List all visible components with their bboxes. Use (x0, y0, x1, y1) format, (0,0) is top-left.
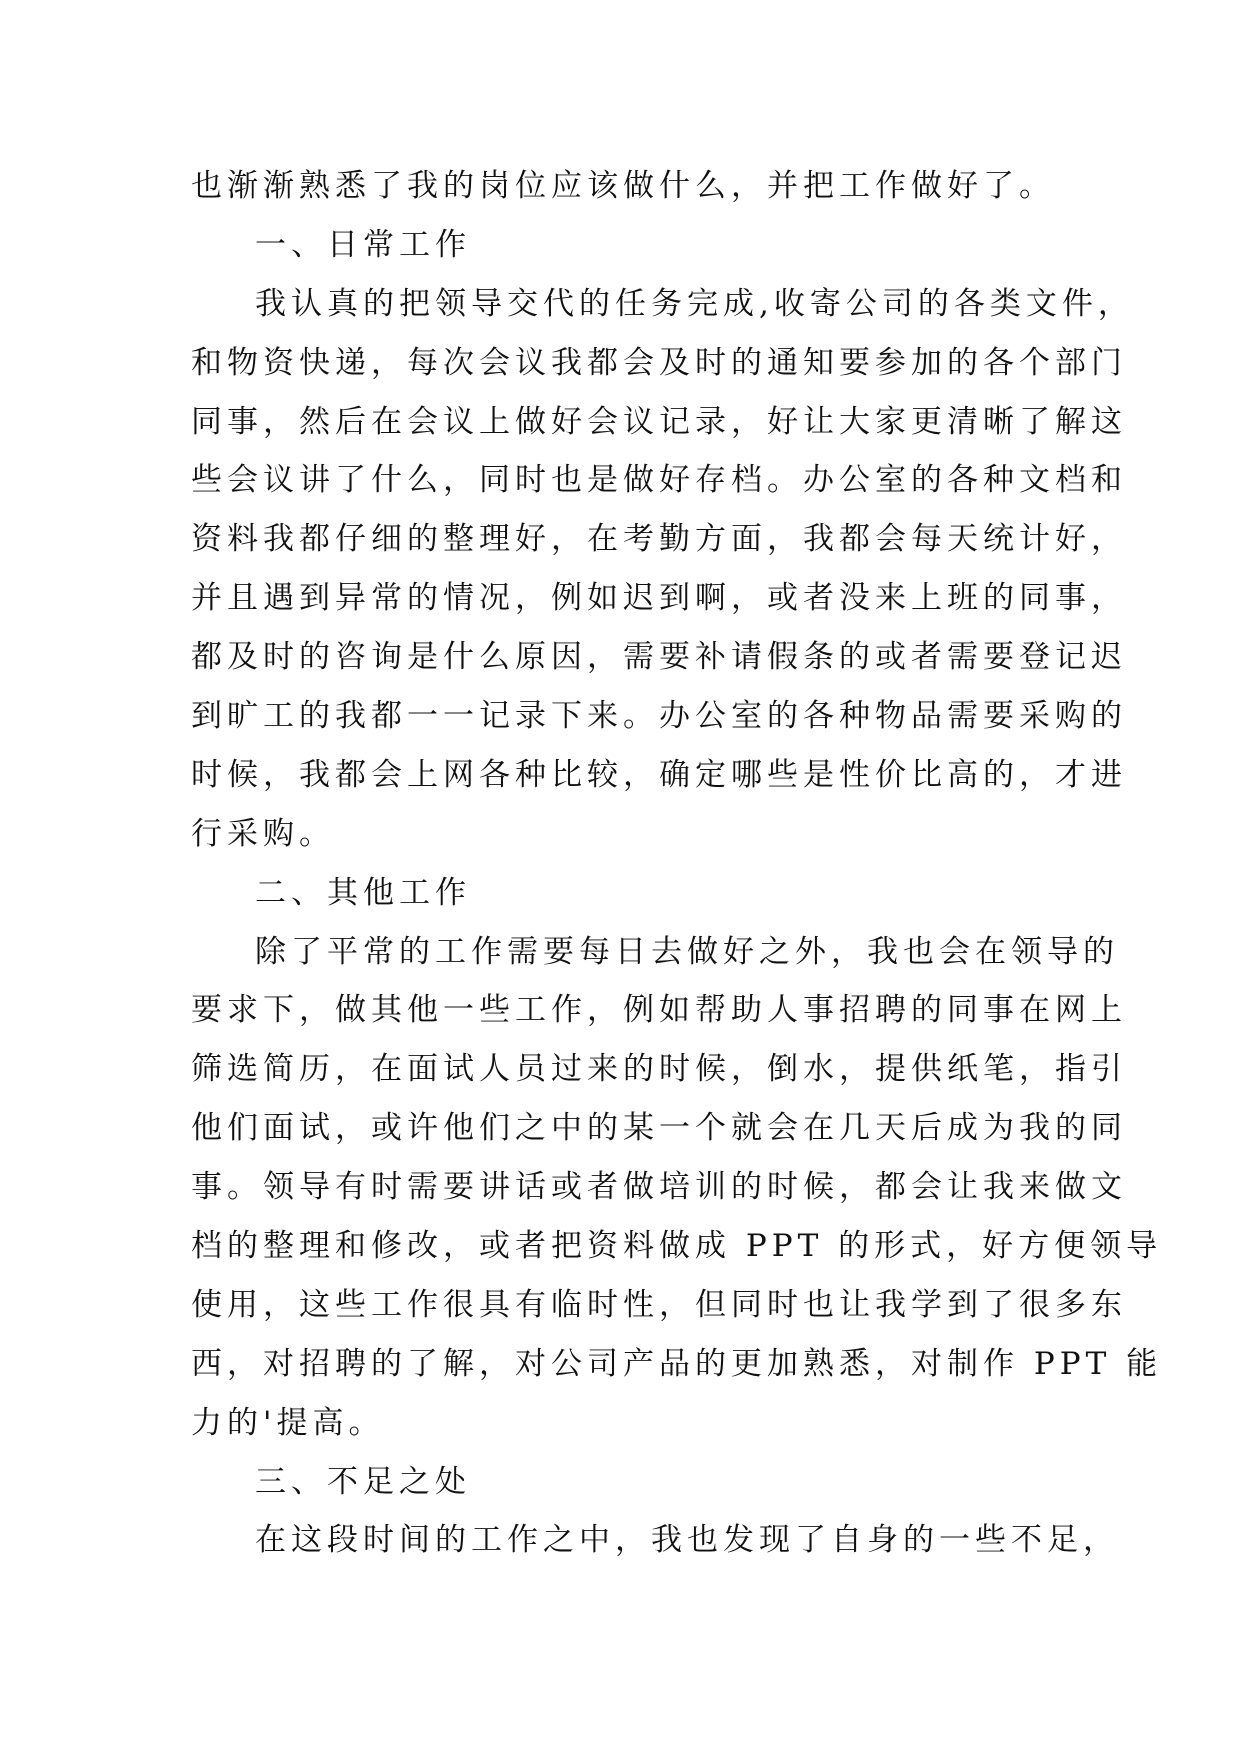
body-line: 西，对招聘的了解，对公司产品的更加熟悉，对制作 PPT 能 (191, 1345, 1163, 1382)
body-line: 行采购。 (191, 815, 335, 852)
paragraph-first-line: 我认真的把领导交代的任务完成,收寄公司的各类文件， (255, 285, 1134, 322)
body-line: 并且遇到异常的情况，例如迟到啊，或者没来上班的同事， (191, 580, 1127, 617)
body-line: 些会议讲了什么，同时也是做好存档。办公室的各种文档和 (191, 462, 1127, 499)
body-line: 和物资快递，每次会议我都会及时的通知要参加的各个部门 (191, 344, 1127, 381)
body-line: 同事，然后在会议上做好会议记录，好让大家更清晰了解这 (191, 403, 1127, 440)
body-line: 档的整理和修改，或者把资料做成 PPT 的形式，好方便领导 (191, 1228, 1163, 1265)
document-body (191, 157, 1163, 1570)
body-line: 事。领导有时需要讲话或者做培训的时候，都会让我来做文 (191, 1169, 1127, 1206)
body-line: 资料我都仔细的整理好，在考勤方面，我都会每天统计好， (191, 521, 1127, 558)
body-line: 使用，这些工作很具有临时性，但同时也让我学到了很多东 (191, 1286, 1127, 1323)
body-line: 到旷工的我都一一记录下来。办公室的各种物品需要采购的 (191, 698, 1127, 735)
section-heading-other-work: 二、其他工作 (255, 874, 471, 911)
body-line: 力的'提高。 (191, 1404, 385, 1441)
body-line: 筛选简历，在面试人员过来的时候，倒水，提供纸笔，指引 (191, 1051, 1127, 1088)
body-line: 他们面试，或许他们之中的某一个就会在几天后成为我的同 (191, 1110, 1127, 1147)
paragraph-first-line: 除了平常的工作需要每日去做好之外，我也会在领导的 (255, 933, 1119, 970)
body-line: 要求下，做其他一些工作，例如帮助人事招聘的同事在网上 (191, 992, 1127, 1029)
body-line: 都及时的咨询是什么原因，需要补请假条的或者需要登记迟 (191, 639, 1127, 676)
body-line: 时候，我都会上网各种比较，确定哪些是性价比高的，才进 (191, 756, 1127, 793)
body-line: 也渐渐熟悉了我的岗位应该做什么，并把工作做好了。 (191, 168, 1055, 204)
section-heading-daily-work: 一、日常工作 (255, 226, 471, 263)
paragraph-first-line: 在这段时间的工作之中，我也发现了自身的一些不足， (255, 1522, 1119, 1559)
section-heading-shortcomings: 三、不足之处 (255, 1463, 471, 1500)
